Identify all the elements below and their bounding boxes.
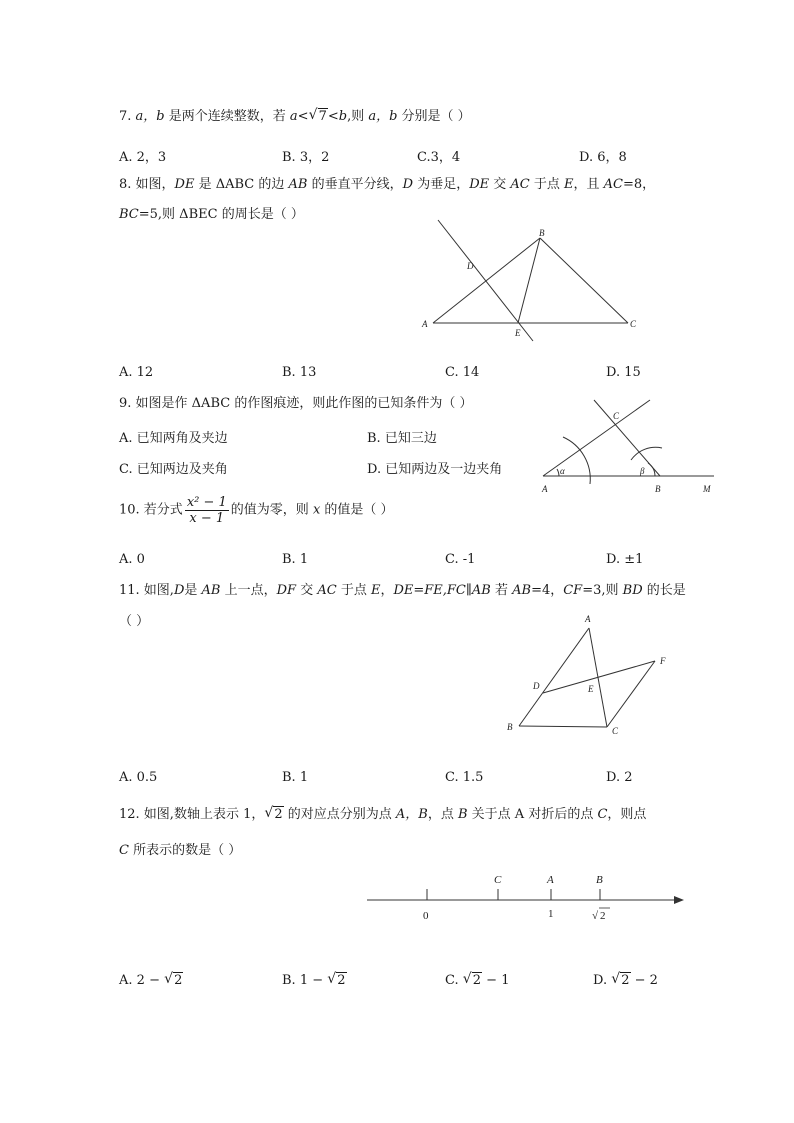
q9-label-alpha: α [560,466,565,476]
q12-label-one: 1 [548,908,554,920]
q12-option-b[interactable]: B. 1 − √ 2 [282,971,346,988]
q9-option-d[interactable]: D. 已知两边及一边夹角 [367,462,503,477]
q11-label-d: D [533,681,540,691]
q8-option-b[interactable]: B. 13 [282,365,317,380]
q8-stem-line1: 8. 如图，DE 是 ΔABC 的边 AB 的垂直平分线，D 为垂足，DE 交 AC 于点 E，且 AC=8， [119,177,656,192]
q11-option-c[interactable]: C. 1.5 [445,770,484,785]
q8-label-c: C [630,319,637,329]
q10-option-c[interactable]: C. -1 [445,552,476,567]
q8-stem-line2: BC=5,则 ΔBEC 的周长是（ ） [119,207,304,222]
q11-option-a[interactable]: A. 0.5 [119,770,158,785]
q11-label-f: F [660,656,666,666]
q7-option-d[interactable]: D. 6，8 [579,150,627,165]
q12-option-d[interactable]: D. √ 2 − 2 [593,971,658,988]
q11-stem-line1: 11. 如图,D是 AB 上一点，DF 交 AC 于点 E，DE=FE,FC∥AB 若 AB=4，CF=3,则 BD 的长是 [119,583,686,598]
q7-option-c[interactable]: C.3，4 [417,150,461,165]
q10-option-a[interactable]: A. 0 [119,552,145,567]
q9-option-c[interactable]: C. 已知两边及夹角 [119,462,228,477]
q12-label-a: A [547,874,554,886]
q10-stem: 10. 若分式 $\frac{\text{x² − 1}}{x - 1}$ 的值为零，则 x 的值是（ ） [119,495,394,526]
q11-label-e: E [588,684,594,694]
q8-label-d: D [467,261,474,271]
q11-option-b[interactable]: B. 1 [282,770,309,785]
sqrt-2: √ 2 [264,805,283,822]
q11-stem-line2: （ ） [119,614,150,629]
q9-label-m: M [703,484,711,494]
q12-label-sqrt2: 2 [600,910,606,922]
q12-sqrt-sign: √ [592,910,599,922]
q9-option-a[interactable]: A. 已知两角及夹边 [119,431,228,446]
q10-fraction: $\frac{\text{x² − 1}}{x - 1}$ [186,495,227,526]
q9-label-b: B [655,484,661,494]
q7-option-b[interactable]: B. 3，2 [282,150,330,165]
q10-option-d[interactable]: D. ±1 [606,552,644,567]
q9-label-a: A [542,484,548,494]
q9-label-beta: β [640,466,645,476]
q12-stem-line1: 12. 如图,数轴上表示 1， √ 2 的对应点分别为点 A，B，点 B 关于点 A 对折后的点 C，则点 [119,805,647,822]
q12-label-c: C [494,874,502,886]
q12-stem-line2: C 所表示的数是（ ） [119,843,242,858]
q9-option-b[interactable]: B. 已知三边 [367,431,437,446]
q12-label-b: B [596,874,603,886]
q8-label-a: A [422,319,428,329]
q12-option-a[interactable]: A. 2 − √ 2 [119,971,183,988]
q12-option-c[interactable]: C. √ 2 − 1 [445,971,510,988]
q8-option-d[interactable]: D. 15 [606,365,641,380]
q8-option-a[interactable]: A. 12 [119,365,154,380]
axis-arrow-icon [674,896,684,904]
q11-option-d[interactable]: D. 2 [606,770,633,785]
q11-label-c: C [612,726,619,736]
q7-stem: 7. a，b 是两个连续整数，若 a< √ 7<b,则 a，b 分别是（ ） [119,107,471,124]
q10-option-b[interactable]: B. 1 [282,552,309,567]
q9-stem: 9. 如图是作 ΔABC 的作图痕迹，则此作图的已知条件为（ ） [119,396,473,411]
q11-label-b: B [507,722,513,732]
sqrt-7: √ 7 [308,107,327,124]
q11-label-a: A [585,614,591,624]
q9-label-c: C [613,411,620,421]
q8-label-b: B [539,228,545,238]
q12-label-zero: 0 [423,910,429,922]
q8-option-c[interactable]: C. 14 [445,365,480,380]
q8-label-e: E [515,328,521,338]
q7-option-a[interactable]: A. 2，3 [119,150,167,165]
